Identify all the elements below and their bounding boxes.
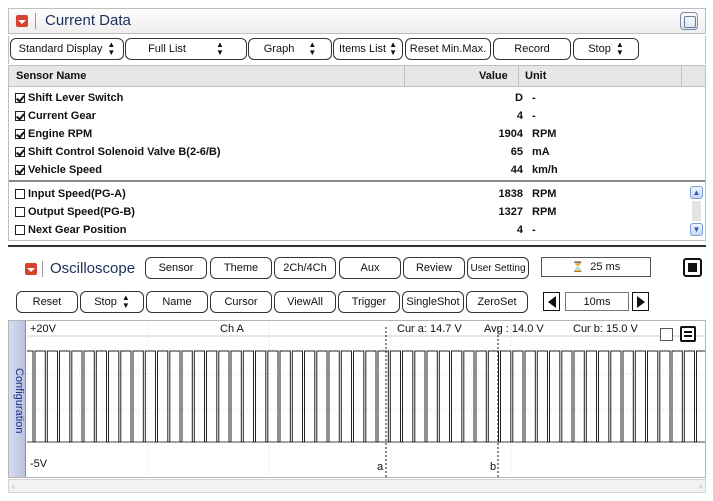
overlay-checkbox[interactable] — [660, 328, 673, 341]
record-button[interactable]: Record — [493, 38, 571, 60]
sensor-unit: - — [532, 110, 536, 122]
scroll-track[interactable] — [692, 201, 701, 221]
sensor-unit: RPM — [532, 128, 557, 140]
table-row[interactable] — [9, 221, 705, 239]
column-divider — [681, 66, 682, 86]
sensor-value: 44 — [510, 164, 523, 176]
column-divider — [518, 66, 519, 86]
sensor-name: Engine RPM — [28, 128, 93, 140]
row-checkbox[interactable] — [15, 129, 25, 139]
table-row[interactable] — [9, 89, 705, 107]
cursor-a-readout: Cur a: 14.7 V — [397, 323, 462, 335]
scope-horizontal-scrollbar[interactable] — [8, 479, 706, 493]
sensor-name: Input Speed(PG-A) — [28, 188, 126, 200]
cursor-b-marker: b — [490, 461, 497, 473]
table-row[interactable] — [9, 143, 705, 161]
sensor-unit: mA — [532, 146, 550, 158]
table-row[interactable] — [9, 125, 705, 143]
sensor-unit: - — [532, 92, 536, 104]
period-display[interactable] — [541, 257, 651, 277]
sensor-value: D — [515, 92, 523, 104]
trigger-button[interactable]: Trigger — [338, 291, 400, 313]
sensor-name: Vehicle Speed — [28, 164, 102, 176]
sensor-unit: RPM — [532, 188, 557, 200]
table-row[interactable] — [9, 185, 705, 203]
row-checkbox[interactable] — [15, 111, 25, 121]
current-data-title: Current Data — [45, 12, 131, 29]
current-data-header — [8, 8, 706, 34]
oscilloscope-title: Oscilloscope — [50, 260, 136, 277]
title-divider — [42, 261, 43, 277]
tab-theme[interactable]: Theme — [210, 257, 272, 279]
stop-select[interactable]: Stop ▲ ▼ — [573, 38, 639, 60]
channel-label: Ch A — [220, 323, 244, 335]
scroll-up-icon[interactable]: ▲ — [690, 186, 703, 199]
tab-2ch-4ch[interactable]: 2Ch/4Ch — [274, 257, 336, 279]
oscilloscope-collapse-icon[interactable] — [25, 263, 37, 275]
scroll-right-icon[interactable]: › — [699, 481, 702, 491]
sensor-table — [8, 65, 706, 241]
standard-display-select[interactable]: Standard Display ▲ ▼ — [10, 38, 124, 60]
average-readout: Avg : 14.0 V — [484, 323, 544, 335]
scale-top-label: +20V — [30, 323, 56, 335]
fixed-rows-divider — [9, 180, 705, 182]
scroll-left-icon[interactable]: ‹ — [12, 481, 15, 491]
sensor-name: Output Speed(PG-B) — [28, 206, 135, 218]
items-list-select[interactable]: Items List ▲ ▼ — [333, 38, 403, 60]
restore-window-icon[interactable] — [680, 12, 698, 30]
table-scrollbar[interactable] — [689, 184, 704, 240]
menu-icon[interactable] — [680, 326, 696, 342]
reset-min-max-button[interactable]: Reset Min.Max. — [405, 38, 491, 60]
current-data-toolbar — [8, 36, 706, 64]
period-value: 25 ms — [590, 261, 621, 273]
sensor-value: 1838 — [498, 188, 523, 200]
scroll-down-icon[interactable]: ▼ — [690, 223, 703, 236]
signal-trace — [27, 351, 705, 442]
zero-set-button[interactable]: ZeroSet — [466, 291, 528, 313]
tab-sensor[interactable]: Sensor — [145, 257, 207, 279]
cursor-button[interactable]: Cursor — [210, 291, 272, 313]
configuration-label: Configuration — [13, 368, 25, 434]
collapse-icon[interactable] — [16, 15, 28, 27]
sensor-name: Shift Lever Switch — [28, 92, 124, 104]
column-header-sensor-name[interactable]: Sensor Name — [16, 70, 87, 82]
table-row[interactable] — [9, 161, 705, 179]
column-header-value[interactable]: Value — [479, 70, 508, 82]
configuration-tab[interactable] — [9, 321, 26, 477]
table-row[interactable] — [9, 203, 705, 221]
sensor-value: 65 — [510, 146, 523, 158]
single-shot-button[interactable]: SingleShot — [402, 291, 464, 313]
sensor-unit: - — [532, 224, 536, 236]
row-checkbox[interactable] — [15, 189, 25, 199]
arrow-right-icon[interactable] — [632, 292, 649, 311]
sensor-value: 1904 — [498, 128, 523, 140]
title-divider — [35, 13, 36, 29]
tab-user-setting[interactable]: User Setting — [467, 257, 529, 279]
column-divider — [404, 66, 405, 86]
timer-icon: ⏳ — [571, 261, 585, 273]
row-checkbox[interactable] — [15, 225, 25, 235]
sensor-name: Shift Control Solenoid Valve B(2-6/B) — [28, 146, 221, 158]
sensor-value: 4 — [516, 110, 523, 122]
scale-bottom-label: -5V — [30, 458, 48, 470]
name-button[interactable]: Name — [146, 291, 208, 313]
row-checkbox[interactable] — [15, 207, 25, 217]
cursor-b-readout: Cur b: 15.0 V — [573, 323, 638, 335]
row-checkbox[interactable] — [15, 147, 25, 157]
column-header-unit[interactable]: Unit — [525, 70, 547, 82]
sensor-name: Current Gear — [28, 110, 96, 122]
tab-review[interactable]: Review — [403, 257, 465, 279]
tab-aux[interactable]: Aux — [339, 257, 401, 279]
sensor-unit: km/h — [532, 164, 558, 176]
stop-select[interactable]: Stop ▲ ▼ — [80, 291, 144, 313]
reset-button[interactable]: Reset — [16, 291, 78, 313]
arrow-left-icon[interactable] — [543, 292, 560, 311]
timebase-value: 10ms — [565, 292, 629, 311]
full-list-select[interactable]: Full List ▲ ▼ — [125, 38, 247, 60]
row-checkbox[interactable] — [15, 93, 25, 103]
sensor-value: 1327 — [498, 206, 523, 218]
sensor-unit: RPM — [532, 206, 557, 218]
cursor-a-marker: a — [377, 461, 384, 473]
stop-icon[interactable] — [683, 258, 702, 277]
waveform-plot[interactable] — [27, 321, 705, 477]
sensor-name: Next Gear Position — [28, 224, 127, 236]
view-all-button[interactable]: ViewAll — [274, 291, 336, 313]
table-row[interactable] — [9, 107, 705, 125]
sensor-value: 4 — [516, 224, 523, 236]
oscilloscope-divider — [8, 245, 706, 247]
row-checkbox[interactable] — [15, 165, 25, 175]
graph-select[interactable]: Graph ▲ ▼ — [248, 38, 332, 60]
table-header — [9, 66, 705, 87]
